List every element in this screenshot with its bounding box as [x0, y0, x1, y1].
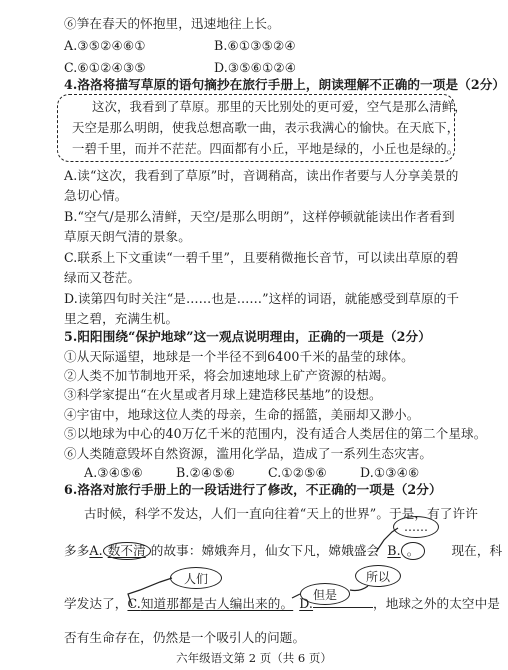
q5-item-5: ⑤以地球为中心的40万亿千米的范围内，没有适合人类居住的第二个星球。	[64, 426, 487, 441]
q4-passage-box	[57, 94, 467, 162]
q4-option-a-1: A.读“这次，我看到了草原”时，音调稍高，读出作者要与人分享美景的	[64, 168, 459, 183]
q6-line3-suffix: ，地球之外的太空中是	[373, 596, 500, 611]
option-b: B.⑥①③⑤②④	[214, 38, 296, 53]
top-options-row1	[64, 38, 296, 54]
q5-option-d: D.①③④⑥	[360, 465, 420, 480]
insert-oval-c: 人们	[170, 567, 222, 589]
q6-line-3	[64, 596, 500, 612]
q5-option-c: C.①②⑤⑥	[268, 465, 327, 480]
q4-option-d-2: 里之碧，充满生机。	[64, 311, 179, 326]
q5-options	[84, 465, 419, 481]
q5-option-a: A.③④⑤⑥	[84, 465, 143, 480]
q6-line-4: 否有生命存在，仍然是一个吸引人的问题。	[64, 630, 306, 645]
item-6: ⑥笋在春天的怀抱里，迅速地往上长。	[64, 16, 280, 31]
q4-option-a-2: 急切心情。	[64, 188, 128, 203]
q4-title: 4.洛洛将描写草原的语句摘抄在旅行手册上，朗读理解不正确的一项是（2分）	[64, 77, 506, 92]
q6-line2-suffix: 现在，科	[451, 543, 503, 558]
q4-option-c-2: 绿而又苍茫。	[64, 270, 141, 285]
q4-option-c-1: C.联系上下文重读“一碧千里”，且要稍微拖长音节，可以读出草原的碧	[64, 250, 459, 265]
q6-label-a: A.	[89, 543, 103, 558]
q4-passage-line-2: 天空是那么明朗，使我总想高歌一曲，表示我满心的愉快。在天底下，	[72, 120, 460, 135]
q5-title: 5.阳阳围绕“保护地球”这一观点说明理由，正确的一项是（2分）	[64, 329, 431, 344]
q4-option-d-1: D.读第四句时关注“是……也是……”这样的词语，就能感受到草原的千	[64, 291, 460, 306]
circled-word-a: 数不清	[103, 542, 151, 560]
q6-line3-prefix: 学发达了，	[64, 596, 128, 611]
option-c: C.⑥①②④③⑤	[64, 60, 146, 75]
insert-oval-d2: 所以	[355, 565, 401, 587]
page-footer: 六年级语文第 2 页（共 6 页）	[176, 651, 332, 665]
q4-option-b-2: 草原天朗气清的景象。	[64, 229, 191, 244]
q6-line-2	[64, 542, 502, 560]
q6-line2-mid: 的故事：嫦娥奔月，仙女下凡，嫦娥盛会	[150, 543, 380, 558]
q5-option-b: B.②④⑤⑥	[176, 465, 236, 480]
insert-oval-d1: 但是	[300, 583, 350, 605]
q5-item-2: ②人类不加节制地开采，将会加速地球上矿产资源的枯竭。	[64, 368, 395, 383]
q6-line-1: 古时候，科学不发达，人们一直向往着“天上的世界”。于是，有了许许	[84, 506, 478, 521]
option-d: D.③⑤⑥①②④	[214, 60, 297, 75]
q6-option-c-text: 知道那都是古人编出来的。	[140, 596, 294, 611]
q4-passage-line-1: 这次，我看到了草原。那里的天比别处的更可爱，空气是那么清鲜，	[92, 99, 467, 114]
insert-oval-b: ……	[393, 516, 439, 538]
q6-label-b: B.	[387, 543, 401, 558]
q5-item-1: ①从天际遥望，地球是一个半径不到6400千米的晶莹的球体。	[64, 349, 414, 364]
top-options-row2	[64, 60, 296, 76]
q6-label-c: C.	[127, 596, 141, 611]
q5-item-4: ④宇宙中，地球这位人类的母亲，生命的摇篮，美丽却又渺小。	[64, 407, 420, 422]
q4-passage-line-3: 一碧千里，而并不茫茫。四面都有小丘，平地是绿的，小丘也是绿的。	[72, 141, 460, 156]
q6-label-d: D.	[299, 596, 314, 611]
circled-period-b: 。	[401, 542, 426, 560]
swap-arrow-d	[350, 586, 368, 591]
q4-option-b-1: B.“空气/是那么清鲜，天空/是那么明朗”，这样停顿就能读出作者看到	[64, 209, 455, 224]
q5-item-3: ③科学家提出“在火星或者月球上建造移民基地”的设想。	[64, 387, 382, 402]
option-a: A.③⑤②④⑥①	[64, 38, 146, 53]
q6-line2-prefix: 多多	[64, 543, 90, 558]
q6-title: 6.洛洛对旅行手册上的一段话进行了修改，不正确的一项是（2分）	[64, 482, 442, 497]
q5-item-6: ⑥人类随意毁坏自然资源，滥用化学品，造成了一系列生态灾害。	[64, 446, 433, 461]
